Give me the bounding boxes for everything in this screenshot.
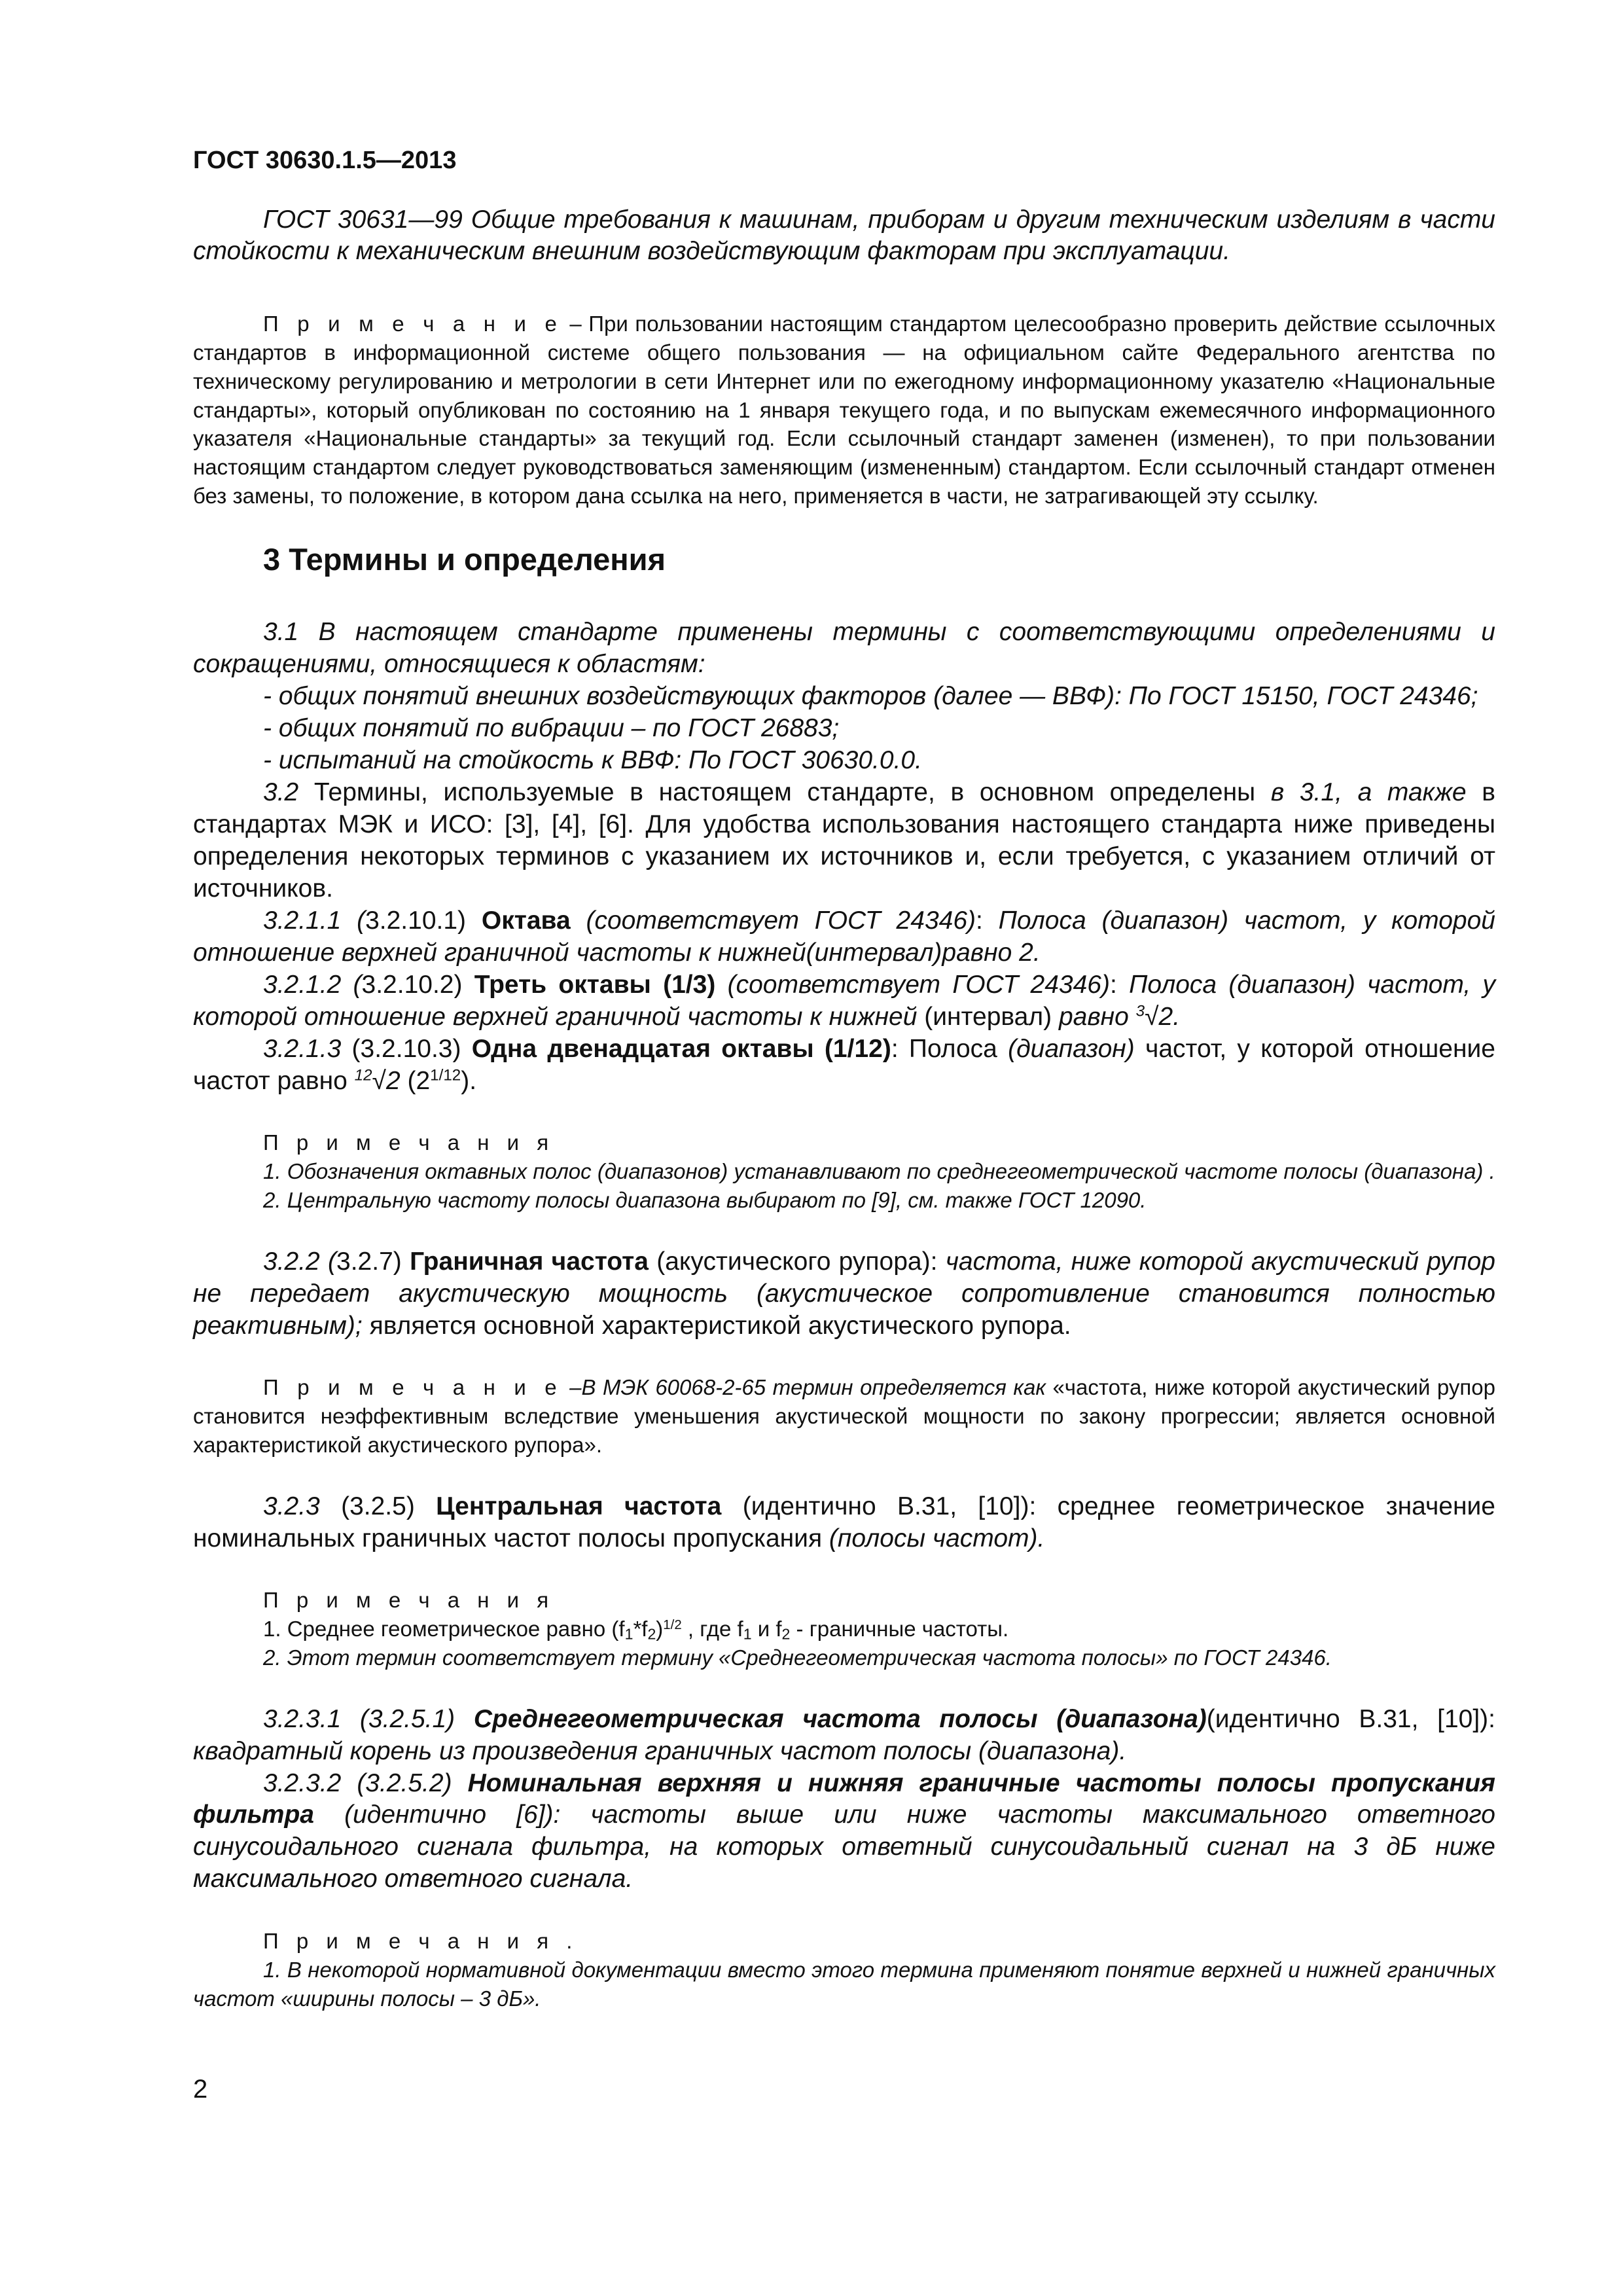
term: Одна двенадцатая октавы (1/12) [471, 1034, 891, 1063]
clause-number: 3.2.2 ( [263, 1247, 337, 1276]
term: Центральная частота [436, 1492, 722, 1520]
note-iec-definition: П р и м е ч а н и е –В МЭК 60068-2-65 термин определяется как «частота, ниже которой акустический рупор становится неэффективным вследствие уменьшения акустической мощности по закону прогрессии; является основной характеристикой акустического рупора». [193, 1375, 1495, 1457]
notes-label: П р и м е ч а н и я . [263, 1929, 579, 1954]
definition: частота, ниже которой акустический рупор не передает акустическую мощность (акустическое сопротивление становится полностью реактивным); [193, 1247, 1495, 1340]
page-content [193, 145, 1495, 2013]
clause-number: 3.2.3 [263, 1492, 320, 1520]
clause-number: 3.2.1.2 ( [263, 970, 362, 999]
clause-number: 3.2 [263, 778, 299, 807]
section-heading: 3 Термины и определения [263, 542, 666, 577]
clause-number: 3.2.3.2 (3.2.5.2) [263, 1768, 468, 1797]
page-number: 2 [193, 2075, 208, 2104]
note-item: 1. В некоторой нормативной документации вместо этого термина применяют понятие верхней и нижней граничных частот «ширины полосы – 3 дБ». [193, 1957, 1495, 2011]
clause-3-2-3-1: 3.2.3.1 (3.2.5.1) Среднегеометрическая частота полосы (диапазона)(идентично B.31, [10]): квадратный корень из произведения граничных частот полосы (диапазона). [193, 1704, 1495, 1765]
note-item: 1. Обозначения октавных полос (диапазонов) устанавливают по среднегеометрической частоте полосы (диапазона) . [263, 1159, 1495, 1184]
root-sign: √ [1145, 1002, 1159, 1031]
referenced-standard: ГОСТ 30631—99 Общие требования к машинам, приборам и другим техническим изделиям в части стойкости к механическим внешним воздействующим факторам при эксплуатации. [193, 205, 1495, 266]
note-label: П р и м е ч а н и е [263, 1375, 563, 1400]
clause-3-2: 3.2 Термины, используемые в настоящем стандарте, в основном определены в 3.1, а также в стандартах МЭК и ИСО: [3], [4], [6]. Для удобства использования настоящего стандарта ниже приведены определения некоторых терминов с указанием их источников и, если требуется, с указанием отличий от источников. [193, 778, 1495, 903]
term: Треть октавы (1/3) [474, 970, 716, 999]
notes-label: П р и м е ч а н и я [263, 1588, 555, 1613]
definition: (идентично [6]): частоты выше или ниже частоты максимального ответного синусоидального сигнала фильтра, на которых ответный синусоидальный сигнал на 3 дБ ниже максимального ответного сигнала. [193, 1801, 1495, 1893]
clause-3-2-3: 3.2.3 (3.2.5) Центральная частота (идентично B.31, [10]): среднее геометрическое значение номинальных граничных частот полосы пропускания (полосы частот). [193, 1492, 1495, 1552]
root-index: 3 [1135, 1002, 1145, 1020]
term: Номинальная верхняя и нижняя граничные частоты полосы пропускания фильтра [193, 1768, 1495, 1829]
clause-3-2-1-1: 3.2.1.1 (3.2.10.1) Октава (соответствует ГОСТ 24346): Полоса (диапазон) частот, у которой отношение верхней граничной частоты к нижней(интервал)равно 2. [193, 906, 1495, 967]
note-item: 2. Этот термин соответствует термину «Среднегеометрическая частота полосы» по ГОСТ 24346. [263, 1645, 1332, 1670]
clause-3-2-1-3: 3.2.1.3 (3.2.10.3) Одна двенадцатая октавы (1/12): Полоса (диапазон) частот, у которой отношение частот равно $^{12}$√2 $(2^{1/12})$. [193, 1034, 1495, 1095]
note-item: 2. Центральную частоту полосы диапазона выбирают по [9], см. также ГОСТ 12090. [263, 1187, 1147, 1212]
definition: квадратный корень из произведения граничных частот полосы (диапазона). [193, 1736, 1127, 1765]
clause-3-2-3-2 [193, 1768, 1495, 1896]
root-index: 12 [354, 1066, 372, 1085]
note-text: – При пользовании настоящим стандартом целесообразно проверить действие ссылочных стандартов в информационной системе общего пользования — на официальном сайте Федерального агентства по техническому регулированию и метрологии в сети Интернет или по ежегодному информационному указателю «Национальные стандарты», который опубликован по состоянию на 1 января текущего года, и по выпускам ежемесячного информационного указателя «Национальные стандарты» за текущий год. Если ссылочный стандарт заменен (изменен), то при пользовании настоящим стандартом следует руководствоваться заменяющим (измененным) стандартом. Если ссылочный стандарт отменен без замены, то положение, в котором дана ссылка на него, применяется в части, не затрагивающей эту ссылку. [193, 312, 1495, 508]
clause-number: 3.2.1.1 ( [263, 906, 366, 935]
clause-number: 3.2.3.1 (3.2.5.1) [263, 1704, 474, 1733]
document-header: ГОСТ 30630.1.5—2013 [193, 147, 457, 174]
clause-3-1-item: - общих понятий внешних воздействующих факторов (далее — ВВФ): По ГОСТ 15150, ГОСТ 24346; [263, 682, 1478, 711]
clause-3-2-2: 3.2.2 (3.2.7) Граничная частота (акустического рупора): частота, ниже которой акустический рупор не передает акустическую мощность (акустическое сопротивление становится полностью реактивным); является основной характеристикой акустического рупора. [193, 1247, 1495, 1340]
clause-3-1-item: - общих понятий по вибрации – по ГОСТ 26883; [263, 714, 840, 743]
term: Среднегеометрическая частота полосы (диапазона) [473, 1704, 1207, 1733]
definition: Полоса (диапазон) частот, у которой отношение верхней граничной частоты к нижней [193, 970, 1496, 1031]
exponent: 1/12 [430, 1066, 461, 1085]
note-item: 1. Среднее геометрическое равно $(f_1*f_2)^{1/2}$ , где $f_1$ и $f_2$ - граничные частоты. [263, 1617, 1009, 1643]
definition: Полоса (диапазон) частот, у которой отношение верхней граничной частоты к нижней(интервал)равно 2. [193, 906, 1495, 967]
clause-3-2-1-2: 3.2.1.2 (3.2.10.2) Треть октавы (1/3) (соответствует ГОСТ 24346): Полоса (диапазон) частот, у которой отношение верхней граничной частоты к нижней (интервал) равно $^3$√2. [193, 970, 1496, 1031]
notes-label: П р и м е ч а н и я [263, 1130, 555, 1155]
root-sign: √ [372, 1066, 386, 1095]
clause-number: 3.2.1.3 [263, 1034, 342, 1063]
note-label: П р и м е ч а н и е [263, 312, 563, 336]
clause-3-1: 3.1 В настоящем стандарте применены термины с соответствующими определениями и сокращениями, относящиеся к областям: [193, 618, 1495, 679]
clause-3-1-item: - испытаний на стойкость к ВВФ: По ГОСТ 30630.0.0. [263, 746, 922, 775]
term: Граничная частота [410, 1247, 649, 1276]
term: Октава [481, 906, 571, 935]
note-referenced-standards [193, 310, 1495, 510]
